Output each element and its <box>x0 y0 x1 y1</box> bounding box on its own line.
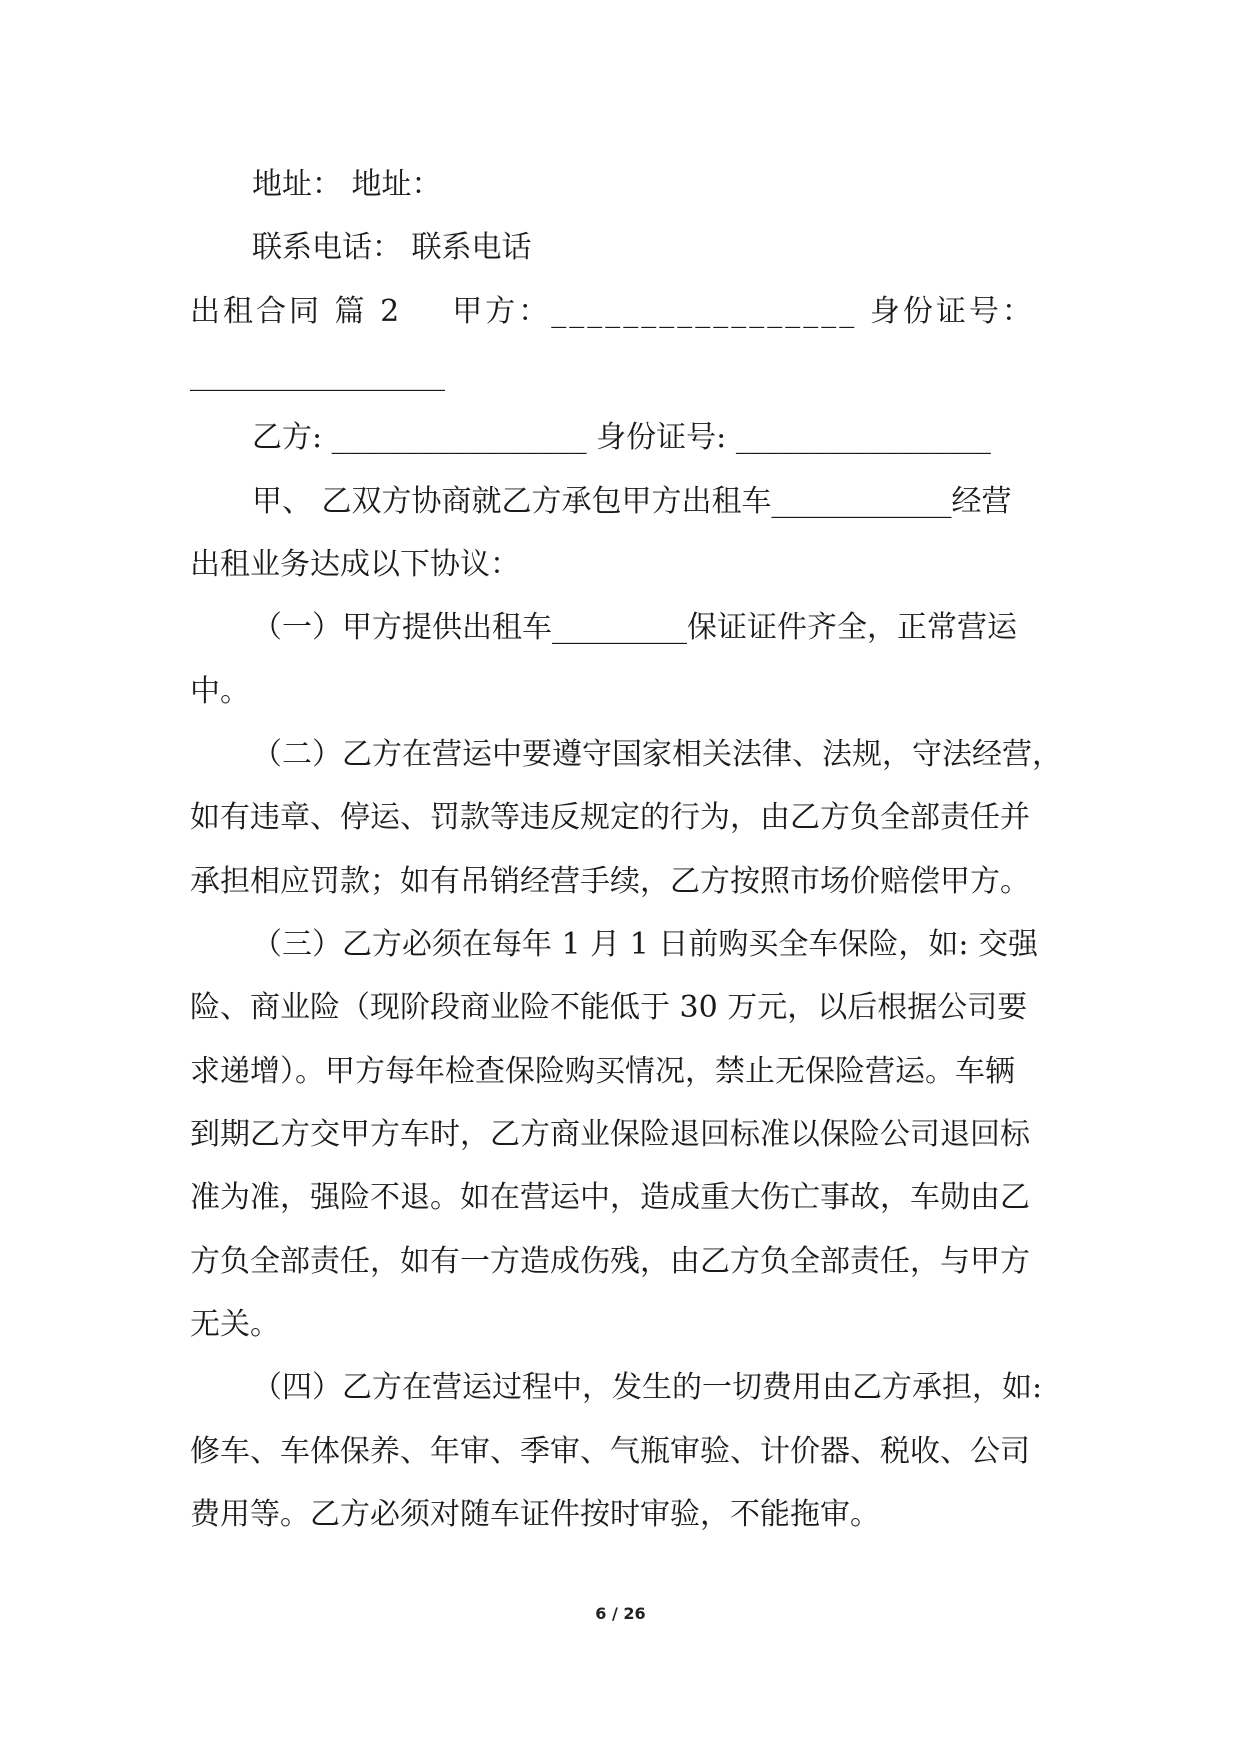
party-b-line: 乙方: _________________ 身份证号: _________________ <box>252 420 991 455</box>
clause-3-line-7: 无关。 <box>190 1307 280 1342</box>
clause-2-line-1: （二）乙方在营运中要遵守国家相关法律、法规，守法经营， <box>252 737 1062 772</box>
phone-line: 联系电话： 联系电话 <box>252 230 532 265</box>
clause-3-line-5: 准为准，强险不退。如在营运中，造成重大伤亡事故，车勋由乙 <box>190 1180 1030 1215</box>
clause-3-line-4: 到期乙方交甲方车时，乙方商业保险退回标准以保险公司退回标 <box>190 1117 1030 1152</box>
page-number: 6 / 26 <box>595 1604 646 1623</box>
clause-1-line-1: （一）甲方提供出租车_________保证证件齐全，正常营运 <box>252 610 1017 645</box>
clause-4-line-1: （四）乙方在营运过程中，发生的一切费用由乙方承担，如: <box>252 1370 1043 1405</box>
clause-3-line-6: 方负全部责任，如有一方造成伤残，由乙方负全部责任，与甲方 <box>190 1244 1030 1279</box>
clause-3-line-1: （三）乙方必须在每年 1 月 1 日前购买全车保险，如: 交强 <box>252 927 1038 962</box>
clause-4-line-2: 修车、车体保养、年审、季审、气瓶审验、计价器、税收、公司 <box>190 1434 1030 1469</box>
paragraph-intro-line-1: 甲、 乙双方协商就乙方承包甲方出租车____________经营 <box>252 484 1012 519</box>
clause-2-line-2: 如有违章、停运、罚款等违反规定的行为，由乙方负全部责任并 <box>190 800 1030 835</box>
clause-1-line-2: 中。 <box>190 674 250 709</box>
clause-3-line-3: 求递增）。甲方每年检查保险购买情况，禁止无保险营运。车辆 <box>190 1054 1015 1089</box>
clause-2-line-3: 承担相应罚款；如有吊销经营手续，乙方按照市场价赔偿甲方。 <box>190 864 1030 899</box>
address-line: 地址： 地址： <box>252 167 442 202</box>
paragraph-intro-line-2: 出租业务达成以下协议： <box>190 547 520 582</box>
contract-heading-line: 出租合同 篇 2 甲方：_________________ 身份证号： <box>190 294 1035 329</box>
clause-3-line-2: 险、商业险（现阶段商业险不能低于 30 万元，以后根据公司要 <box>190 990 1028 1025</box>
id-number-blank-line: _________________ <box>190 357 445 392</box>
clause-4-line-3: 费用等。乙方必须对随车证件按时审验，不能拖审。 <box>190 1497 880 1532</box>
